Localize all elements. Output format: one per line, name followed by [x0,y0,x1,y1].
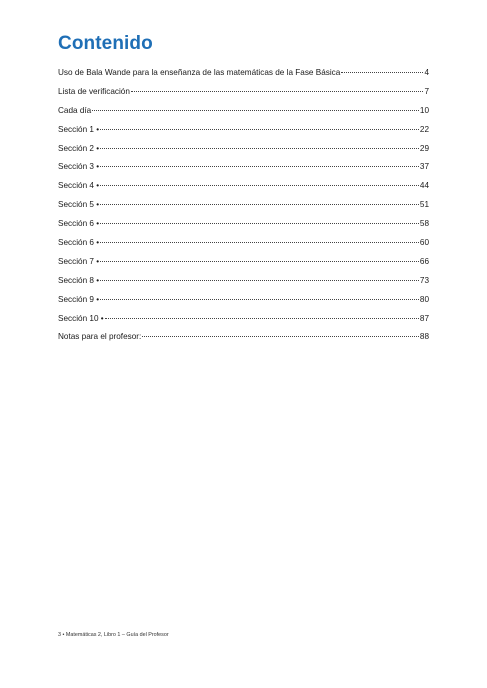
toc-entry-page: 60 [419,238,429,248]
toc-entry-label: Sección 10 • [58,313,104,323]
toc-entry-page: 22 [419,124,429,134]
toc-entry-page: 73 [419,275,429,285]
toc-entry-label: Sección 3 • [58,162,100,172]
toc-leader-dots [100,204,419,205]
toc-entry-label: Sección 2 • [58,143,100,153]
toc-entry-label: Uso de Bala Wande para la enseñanza de las matemáticas de la Fase Básica [58,68,341,77]
toc-entry-label: Sección 6 • [58,219,100,229]
toc-entry-page: 7 [424,86,429,96]
toc-entry-page: 87 [419,313,429,323]
toc-entry[interactable] [58,196,429,215]
toc-entry-label: Lista de verificación [58,86,130,96]
toc-entry[interactable] [58,272,429,291]
toc-leader-dots [100,261,419,262]
toc-entry[interactable] [58,64,429,83]
toc-leader-dots [100,223,419,224]
toc-entry[interactable] [58,140,429,159]
toc-entry[interactable] [58,215,429,234]
toc-entry-label: Sección 9 • [58,294,100,304]
toc-entry-page: 88 [419,332,429,342]
toc-entry[interactable] [58,121,429,140]
toc-leader-dots [100,166,419,167]
toc-entry-page: 10 [419,105,429,115]
toc-entry-label: Sección 5 • [58,200,100,210]
toc-entry-label: Cada día [58,105,92,115]
toc-leader-dots [100,299,419,300]
toc-leader-dots [100,280,419,281]
toc-leader-dots [92,110,419,111]
toc-leader-dots [100,185,419,186]
toc-entry-page: 44 [419,181,429,191]
table-of-contents [58,64,429,347]
toc-leader-dots [100,129,419,130]
toc-entry-page: 29 [419,143,429,153]
toc-entry-page: 58 [419,219,429,229]
toc-entry-label: Sección 6 • [58,238,100,248]
toc-entry[interactable] [58,291,429,310]
toc-leader-dots [142,336,419,337]
page-footer: 3 • Matemáticas 2, Libro 1 – Guía del Profesor [58,632,169,638]
page-title: Contenido [58,33,153,54]
toc-entry[interactable] [58,234,429,253]
toc-entry-label: Sección 4 • [58,181,100,191]
toc-entry-label: Sección 1 • [58,124,100,134]
toc-entry[interactable] [58,328,429,347]
toc-entry-page: 80 [419,294,429,304]
toc-entry-label: Sección 8 • [58,275,100,285]
toc-leader-dots [100,148,419,149]
toc-leader-dots [105,318,419,319]
toc-leader-dots [100,242,419,243]
toc-entry-page: 66 [419,256,429,266]
toc-entry[interactable] [58,177,429,196]
toc-entry-page: 51 [419,200,429,210]
toc-entry-page: 4 [424,68,429,77]
toc-entry-label: Notas para el profesor: [58,332,142,342]
toc-entry[interactable] [58,253,429,272]
toc-entry[interactable] [58,158,429,177]
toc-entry[interactable] [58,310,429,329]
toc-entry-label: Sección 7 • [58,256,100,266]
toc-leader-dots [131,91,424,92]
toc-entry-page: 37 [419,162,429,172]
toc-entry[interactable] [58,83,429,102]
toc-leader-dots [341,72,423,73]
toc-entry[interactable] [58,102,429,121]
